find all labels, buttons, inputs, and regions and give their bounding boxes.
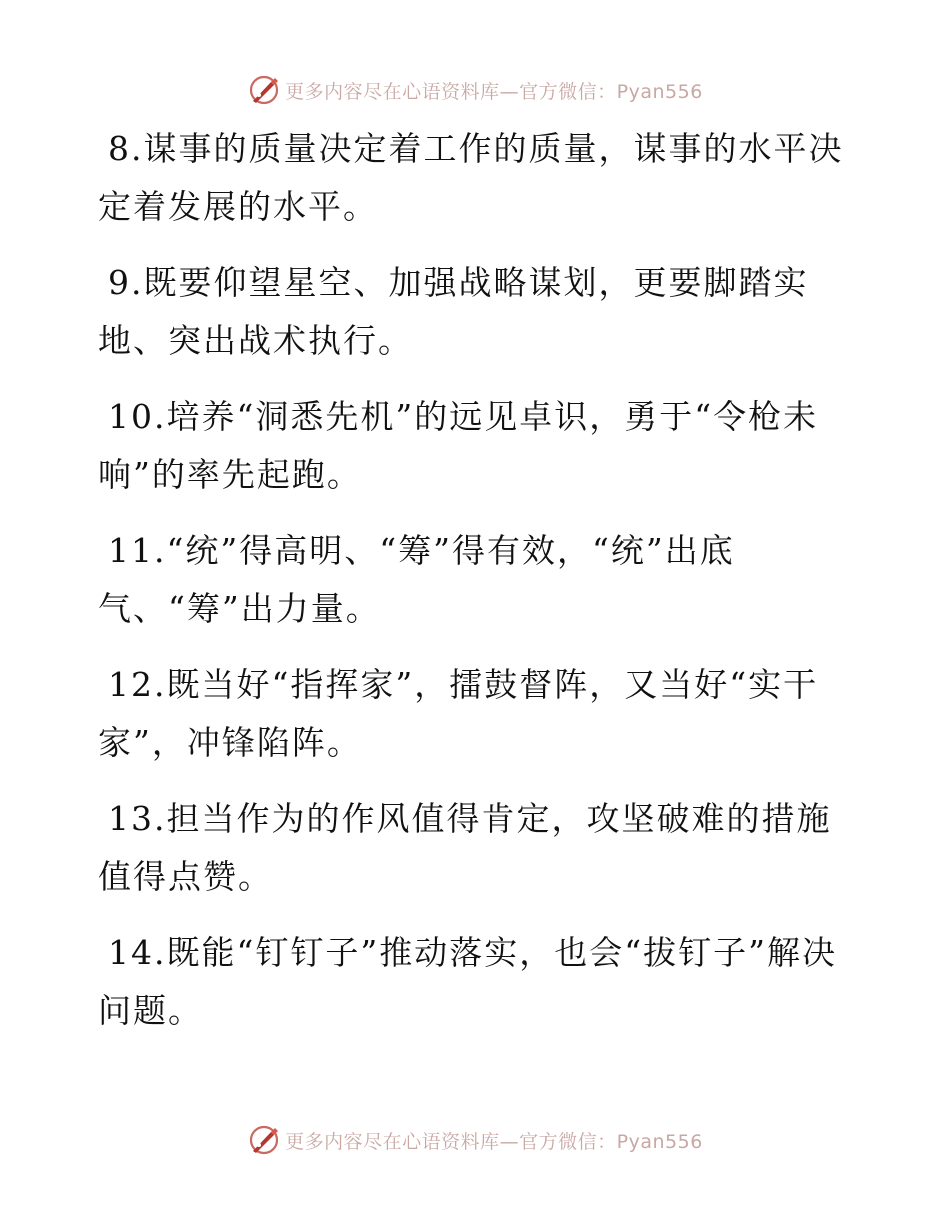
header-watermark <box>0 70 950 110</box>
list-item: 11.“统”得高明、“筹”得有效，“统”出底气、“筹”出力量。 <box>98 531 735 628</box>
watermark-text: 更多内容尽在心语资料库—官方微信：Pyan556 <box>285 1130 703 1153</box>
list-item: 13.担当作为的作风值得肯定，攻坚破难的措施值得点赞。 <box>98 799 832 896</box>
pen-logo-icon <box>247 1123 281 1157</box>
list-item: 12.既当好“指挥家”，擂鼓督阵，又当好“实干家”，冲锋陷阵。 <box>98 665 819 762</box>
document-body <box>98 120 858 1058</box>
pen-logo-icon <box>247 73 281 107</box>
watermark-text: 更多内容尽在心语资料库—官方微信：Pyan556 <box>285 80 703 103</box>
list-item: 14.既能“钉钉子”推动落实，也会“拔钉子”解决问题。 <box>98 933 837 1030</box>
list-item: 10.培养“洞悉先机”的远见卓识，勇于“令枪未响”的率先起跑。 <box>98 397 819 494</box>
list-item: 9.既要仰望星空、加强战略谋划，更要脚踏实地、突出战术执行。 <box>98 263 809 360</box>
list-item: 8.谋事的质量决定着工作的质量，谋事的水平决定着发展的水平。 <box>98 129 844 226</box>
footer-watermark <box>0 1120 950 1160</box>
